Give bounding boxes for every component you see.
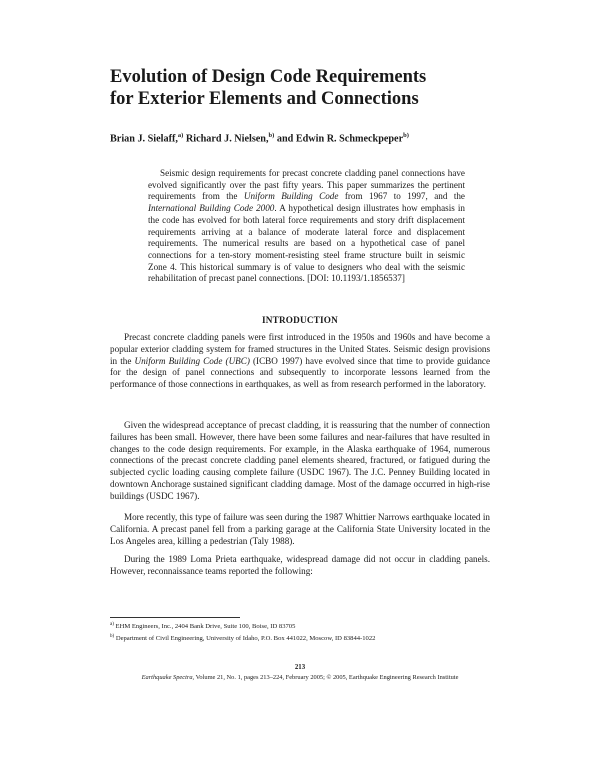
title-line-2: for Exterior Elements and Connections bbox=[110, 89, 419, 109]
author-1: Brian J. Sielaff, bbox=[110, 133, 178, 145]
paragraph-4: During the 1989 Loma Prieta earthquake, widespread damage did not occur in cladding panels. However, reconnaissance teams reported the following: bbox=[110, 554, 490, 576]
page-number: 213 bbox=[294, 664, 306, 671]
author-3: and Edwin R. Schmeckpeper bbox=[274, 133, 404, 145]
footnote-a bbox=[110, 620, 510, 632]
author-2: Richard J. Nielsen, bbox=[183, 133, 269, 145]
abstract-italic-ubc: Uniform Building Code bbox=[243, 191, 339, 202]
paragraph-1-text-a: Precast concrete cladding panels were first introduced in the 1950s and 1960s and have become a popular exterior cladding system for framed structures in the United States. Seismic design provisions in the bbox=[110, 332, 490, 366]
footnote-divider bbox=[110, 617, 240, 618]
footnotes bbox=[110, 620, 510, 643]
paragraph-1-italic: Uniform Building Code (UBC) bbox=[134, 355, 250, 366]
author-2-affiliation-mark: b) bbox=[268, 132, 275, 139]
abstract-text-1: Seismic design requirements for precast concrete cladding panel connections have evolved significantly over the past fifty years. This paper summarizes the pertinent requirements from the bbox=[148, 168, 465, 202]
footnote-a-text: EHM Engineers, Inc., 2404 Bank Drive, Suite 100, Boise, ID 83705 bbox=[113, 623, 296, 631]
paragraph-1-text-b: (ICBO 1997) have evolved since that time to provide guidance for the design of panel connections and subsequently to incorporate lessons learned from the performance of those connections in earthquakes, as well as from research performed in the laboratory. bbox=[110, 355, 491, 389]
journal-citation-text: , Volume 21, No. 1, pages 213–224, February 2005; © 2005, Earthquake Engineering Research Institute bbox=[192, 674, 459, 681]
paragraph-2: Given the widespread acceptance of precast cladding, it is reassuring that the number of connection failures has been small. However, there have been some failures and near-failures that have resulted in changes to the code design requirements. For example, in the Alaska earthquake of 1964, numerous connections of the precast concrete cladding panel elements sheared, fractured, or fatigued during the subjected cyclic loading causing complete failure (USDC 1967). The J.C. Penney Building located in downtown Anchorage sustained significant cladding damage. Most of the damage occurred in high-rise buildings (USDC 1967). bbox=[110, 420, 490, 501]
abstract-text-2: from 1967 to 1997, and the bbox=[338, 191, 465, 202]
footnote-b bbox=[110, 632, 510, 644]
footnote-b-text: Department of Civil Engineering, University of Idaho, P.O. Box 441022, Moscow, ID 83844-1022 bbox=[114, 634, 376, 642]
abstract-text-3: . A hypothetical design illustrates how emphasis in the code has evolved for both lateral force requirements and story drift displacement requirements arriving at a balance of moderate lateral force and displacement requirements. The numerical results are based on a hypothetical case of panel connections for a ten-story moment-resisting steel frame structure built in seismic Zone 4. This historical summary is of value to designers who deal with the seismic rehabilitation of precast panel connections. [DOI: 10.1193/1.1856537] bbox=[148, 203, 465, 284]
abstract-italic-ibc: International Building Code 2000 bbox=[148, 203, 275, 214]
paragraph-1 bbox=[110, 332, 490, 391]
author-1-affiliation-mark: a) bbox=[177, 132, 184, 139]
footnote-a-mark: a) bbox=[110, 622, 114, 627]
section-heading-introduction: INTRODUCTION bbox=[262, 315, 338, 325]
journal-citation bbox=[0, 674, 600, 681]
journal-name: Earthquake Spectra bbox=[141, 674, 193, 681]
abstract bbox=[148, 168, 465, 285]
title-line-1: Evolution of Design Code Requirements bbox=[110, 67, 427, 87]
footnote-b-mark: b) bbox=[110, 633, 115, 639]
paper-title bbox=[110, 66, 510, 110]
paragraph-3: More recently, this type of failure was seen during the 1987 Whittier Narrows earthquake located in California. A precast panel fell from a parking garage at the California State University located in the Los Angeles area, killing a pedestrian (Taly 1988). bbox=[110, 512, 490, 546]
author-3-affiliation-mark: b) bbox=[403, 132, 409, 139]
author-list bbox=[110, 132, 510, 144]
